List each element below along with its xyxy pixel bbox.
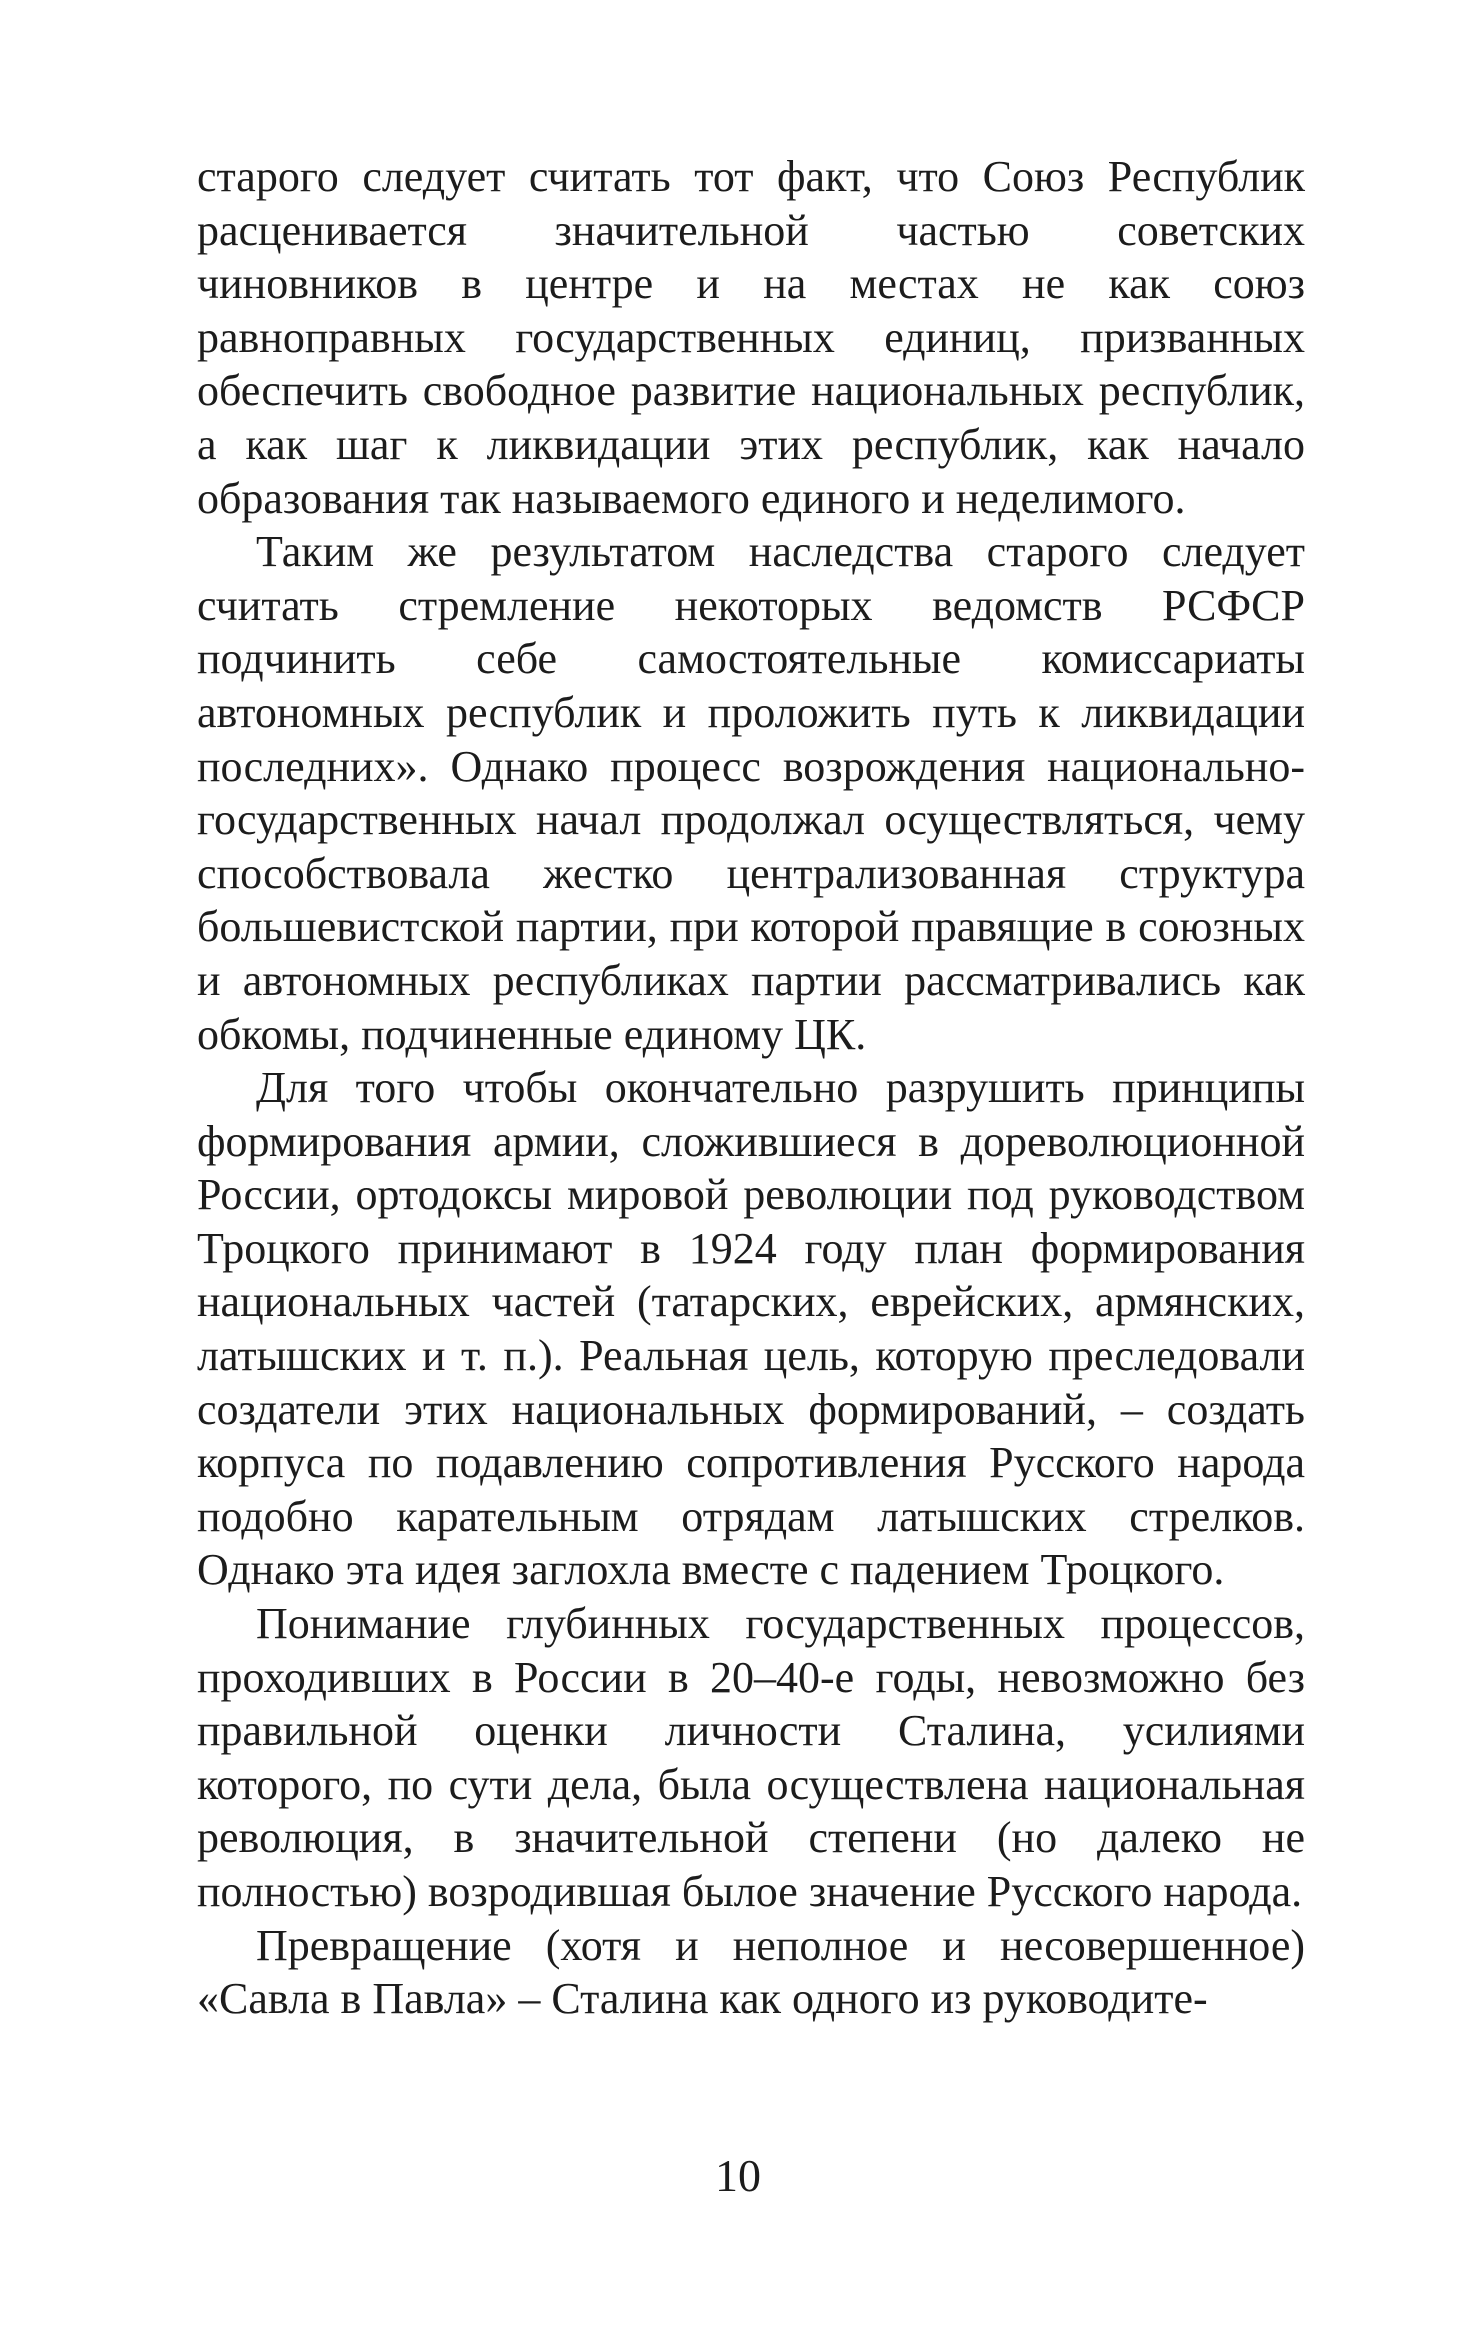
page-text bbox=[197, 150, 1305, 2026]
paragraph-4: Понимание глубинных государственных процессов, проходивших в России в 20–40-е годы, невозможно без правильной оценки личности Сталина, усилиями которого, по сути дела, была осуществлена национальная революция, в значительной степени (но далеко не полностью) возродившая былое значение Русского народа. bbox=[197, 1599, 1305, 1916]
page-number: 10 bbox=[715, 2150, 761, 2201]
paragraph-2: Таким же результатом наследства старого следует считать стремление некоторых ведомств РСФСР подчинить себе самостоятельные комиссариаты автономных республик и проложить путь к ликвидации последних». Однако процесс возрождения национально-государственных начал продолжал осуществляться, чему способствовала жестко централизованная структура большевистской партии, при которой правящие в союзных и автономных республиках партии рассматривались как обкомы, подчиненные единому ЦК. bbox=[197, 527, 1305, 1059]
paragraph-3: Для того чтобы окончательно разрушить принципы формирования армии, сложившиеся в дореволюционной России, ортодоксы мировой революции под руководством Троцкого принимают в 1924 году план формирования национальных частей (татарских, еврейских, армянских, латышских и т. п.). Реальная цель, которую преследовали создатели этих национальных формирований, – создать корпуса по подавлению сопротивления Русского народа подобно карательным отрядам латышских стрелков. Однако эта идея заглохла вместе с падением Троцкого. bbox=[197, 1063, 1305, 1595]
paragraph-5: Превращение (хотя и неполное и несовершенное) «Савла в Павла» – Сталина как одного из руководите- bbox=[197, 1920, 1305, 2024]
paragraph-1: старого следует считать тот факт, что Союз Республик расценивается значительной частью советских чиновников в центре и на местах не как союз равноправных государственных единиц, призванных обеспечить свободное развитие национальных республик, а как шаг к ликвидации этих республик, как начало образования так называемого единого и неделимого. bbox=[197, 152, 1305, 523]
